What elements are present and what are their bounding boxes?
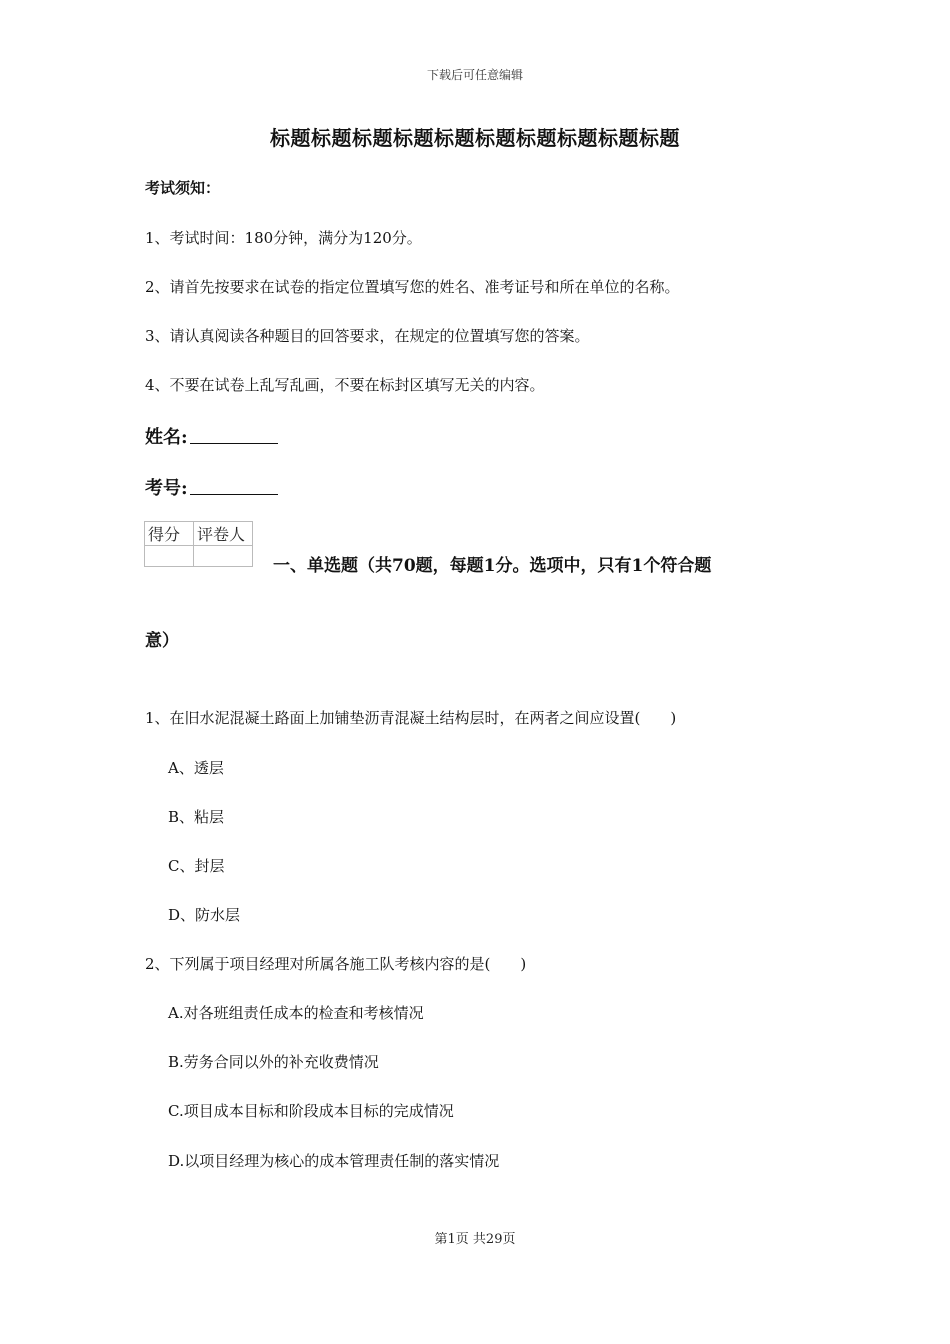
grader-header: 评卷人 (194, 522, 253, 546)
option-b[interactable]: B、粘层 (168, 808, 225, 826)
score-cell[interactable] (145, 546, 194, 567)
name-field-line[interactable] (190, 443, 278, 444)
document-title: 标题标题标题标题标题标题标题标题标题标题 (270, 126, 680, 150)
option-a[interactable]: A、透层 (168, 759, 224, 777)
number-label: 考号: (145, 478, 188, 499)
instructions-heading: 考试须知： (145, 179, 221, 197)
instruction-item: 2、请首先按要求在试卷的指定位置填写您的姓名、准考证号和所在单位的名称。 (145, 278, 680, 296)
number-field-line[interactable] (190, 494, 278, 495)
option-c[interactable]: C.项目成本目标和阶段成本目标的完成情况 (168, 1102, 454, 1120)
question-text: 2、下列属于项目经理对所属各施工队考核内容的是( ) (145, 955, 527, 973)
score-table (144, 521, 253, 567)
section-heading-continued: 意） (145, 631, 179, 651)
question-text: 1、在旧水泥混凝土路面上加铺垫沥青混凝土结构层时，在两者之间应设置( ) (145, 709, 677, 727)
instruction-item: 4、不要在试卷上乱写乱画，不要在标封区填写无关的内容。 (145, 376, 545, 394)
section-heading: 一、单选题（共70题，每题1分。选项中，只有1个符合题 (273, 556, 712, 576)
option-d[interactable]: D、防水层 (168, 906, 241, 924)
grader-cell[interactable] (194, 546, 253, 567)
score-header: 得分 (145, 522, 194, 546)
page-footer: 第1页 共29页 (434, 1232, 516, 1247)
page-header: 下载后可任意编辑 (426, 68, 523, 82)
option-d[interactable]: D.以项目经理为核心的成本管理责任制的落实情况 (168, 1152, 500, 1170)
name-label: 姓名: (145, 427, 188, 448)
option-b[interactable]: B.劳务合同以外的补充收费情况 (168, 1053, 379, 1071)
instruction-item: 1、考试时间：180分钟，满分为120分。 (145, 229, 422, 247)
option-a[interactable]: A.对各班组责任成本的检查和考核情况 (168, 1004, 424, 1022)
option-c[interactable]: C、封层 (168, 857, 225, 875)
instruction-item: 3、请认真阅读各种题目的回答要求，在规定的位置填写您的答案。 (145, 327, 590, 345)
